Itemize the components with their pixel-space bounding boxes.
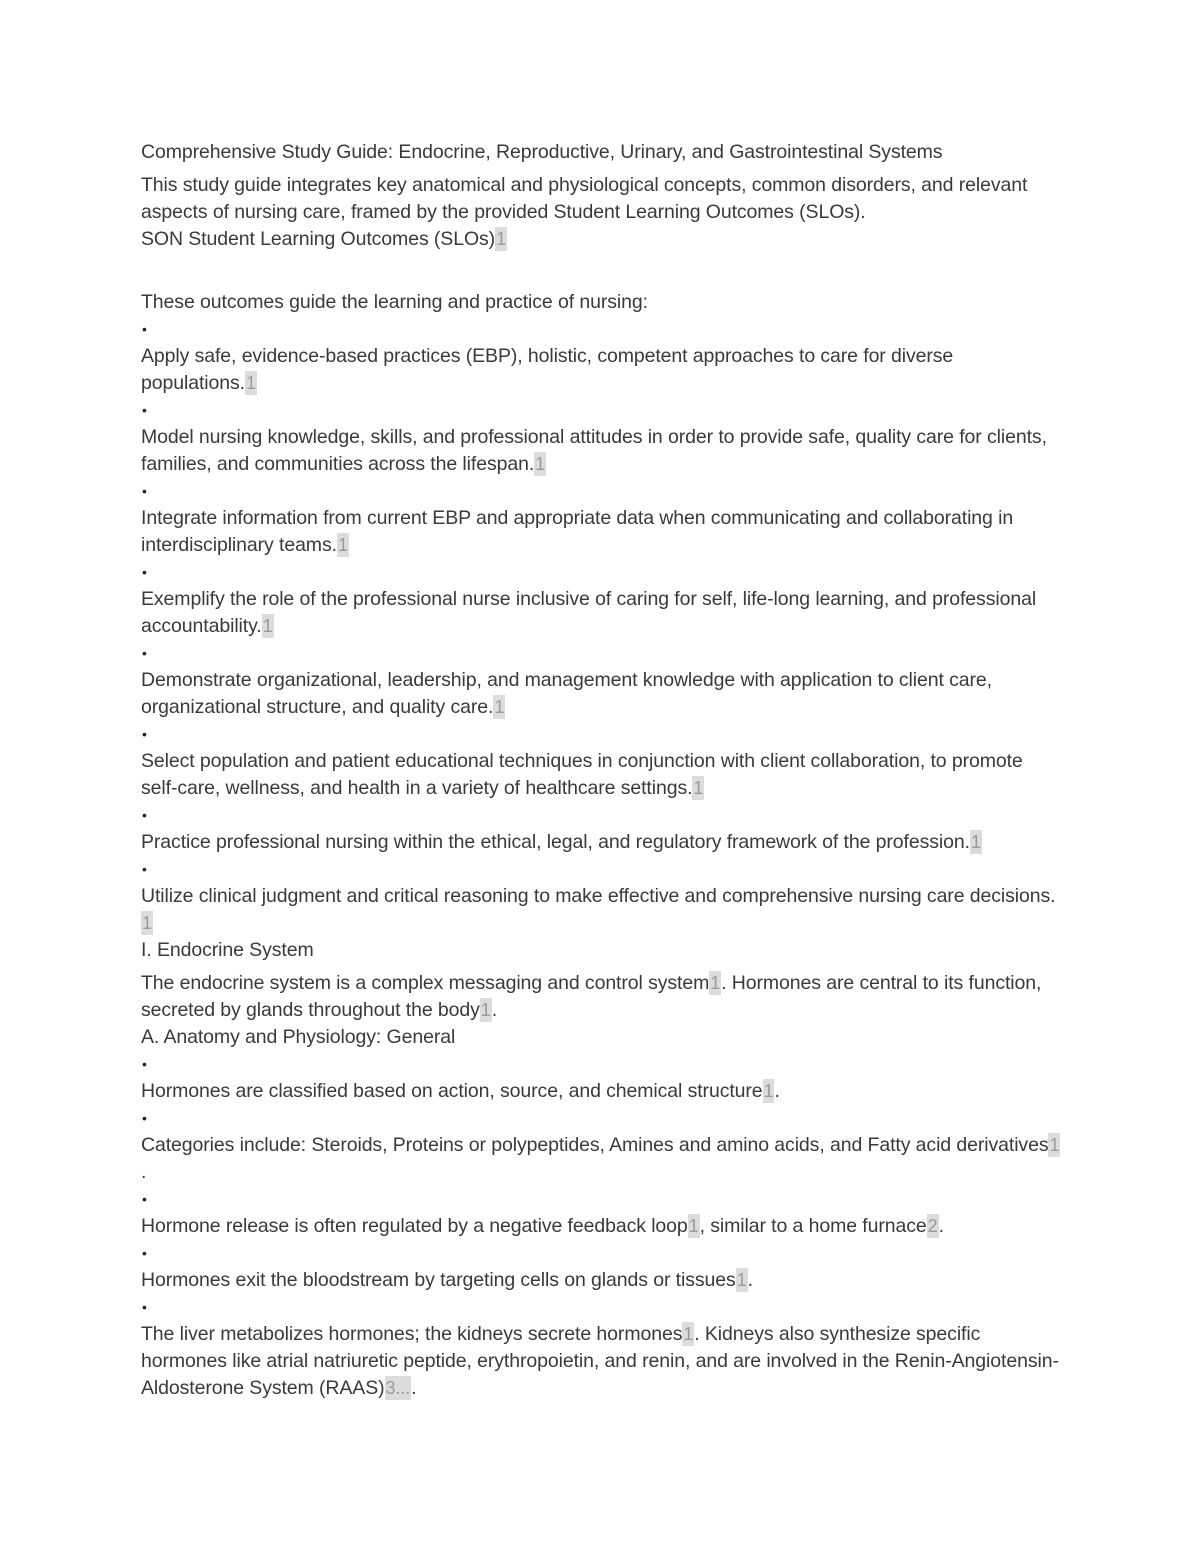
slo-lead-in: These outcomes guide the learning and practice of nursing: xyxy=(141,291,648,313)
citation-marker[interactable]: 1 xyxy=(710,973,721,993)
citation-marker[interactable]: 3... xyxy=(385,1378,411,1398)
document-title: Comprehensive Study Guide: Endocrine, Reproductive, Urinary, and Gastrointestinal Systems xyxy=(141,141,943,163)
bullet-icon: • xyxy=(142,1110,147,1126)
citation-marker[interactable]: 1 xyxy=(494,697,505,717)
citation-marker[interactable]: 1 xyxy=(142,913,152,933)
bullet-icon: • xyxy=(142,402,147,418)
slo-list xyxy=(141,316,1061,937)
list-item: Model nursing knowledge, skills, and professional attitudes in order to provide safe, quality care for clients, families, and communities across the lifespan.1 xyxy=(141,426,1047,475)
slo-heading: SON Student Learning Outcomes (SLOs)1 xyxy=(141,228,506,250)
citation-marker[interactable]: 1 xyxy=(736,1270,747,1290)
citation-marker[interactable]: 1 xyxy=(496,229,506,249)
list-item: Exemplify the role of the professional nurse inclusive of caring for self, life-long learning, and professional accountability.1 xyxy=(141,588,1037,637)
bullet-icon: • xyxy=(142,1056,147,1072)
list-item: Integrate information from current EBP and appropriate data when communicating and collaborating in interdisciplinary teams.1 xyxy=(141,507,1014,556)
bullet-icon: • xyxy=(142,1245,147,1261)
citation-marker[interactable]: 1 xyxy=(480,1000,491,1020)
bullet-icon: • xyxy=(142,645,147,661)
list-item: Select population and patient educational techniques in conjunction with client collaboration, to promote self-care, wellness, and health in a variety of healthcare settings.1 xyxy=(141,750,1023,799)
citation-marker[interactable]: 1 xyxy=(763,1081,774,1101)
list-item: Hormone release is often regulated by a negative feedback loop1, similar to a home furnace2. xyxy=(141,1215,944,1237)
citation-marker[interactable]: 1 xyxy=(688,1216,699,1236)
section-heading-endocrine: I. Endocrine System xyxy=(141,939,314,961)
citation-marker[interactable]: 1 xyxy=(683,1324,694,1344)
citation-marker[interactable]: 1 xyxy=(970,832,981,852)
subsection-heading: A. Anatomy and Physiology: General xyxy=(141,1026,456,1048)
bullet-icon: • xyxy=(142,726,147,742)
endocrine-intro-paragraph: The endocrine system is a complex messaging and control system1. Hormones are central to its function, secreted by glands throughout the body1. xyxy=(141,972,1042,1021)
bullet-icon: • xyxy=(142,483,147,499)
list-item: Practice professional nursing within the ethical, legal, and regulatory framework of the profession.1 xyxy=(141,831,981,853)
list-item: Hormones are classified based on action, source, and chemical structure1. xyxy=(141,1080,780,1102)
citation-marker[interactable]: 1 xyxy=(262,616,273,636)
citation-marker[interactable]: 1 xyxy=(245,373,256,393)
intro-paragraph: This study guide integrates key anatomical and physiological concepts, common disorders, and relevant aspects of nursing care, framed by the provided Student Learning Outcomes (SLOs). xyxy=(141,174,1028,223)
bullet-icon: • xyxy=(142,1191,147,1207)
bullet-icon: • xyxy=(142,861,147,877)
citation-marker[interactable]: 2 xyxy=(927,1216,938,1236)
bullet-icon: • xyxy=(142,1299,147,1315)
list-item: Apply safe, evidence-based practices (EBP), holistic, competent approaches to care for diverse populations.1 xyxy=(141,345,954,394)
list-item: Hormones exit the bloodstream by targeting cells on glands or tissues1. xyxy=(141,1269,753,1291)
document-page xyxy=(141,139,1061,1402)
citation-marker[interactable]: 1 xyxy=(535,454,546,474)
endocrine-list xyxy=(141,1051,1061,1402)
list-item: Categories include: Steroids, Proteins or polypeptides, Amines and amino acids, and Fatty acid derivatives1. xyxy=(141,1134,1060,1183)
citation-marker[interactable]: 1 xyxy=(1049,1135,1060,1155)
list-item: The liver metabolizes hormones; the kidneys secrete hormones1. Kidneys also synthesize specific hormones like atrial natriuretic peptide, erythropoietin, and renin, and are involved in the Renin-Angiotensin-Aldosterone System (RAAS)3.... xyxy=(141,1323,1059,1399)
list-item: Demonstrate organizational, leadership, and management knowledge with application to client care, organizational structure, and quality care.1 xyxy=(141,669,992,718)
citation-marker[interactable]: 1 xyxy=(693,778,704,798)
list-item: Utilize clinical judgment and critical reasoning to make effective and comprehensive nursing care decisions.1 xyxy=(141,885,1056,933)
citation-marker[interactable]: 1 xyxy=(337,535,348,555)
bullet-icon: • xyxy=(142,564,147,580)
bullet-icon: • xyxy=(142,321,147,337)
bullet-icon: • xyxy=(142,807,147,823)
